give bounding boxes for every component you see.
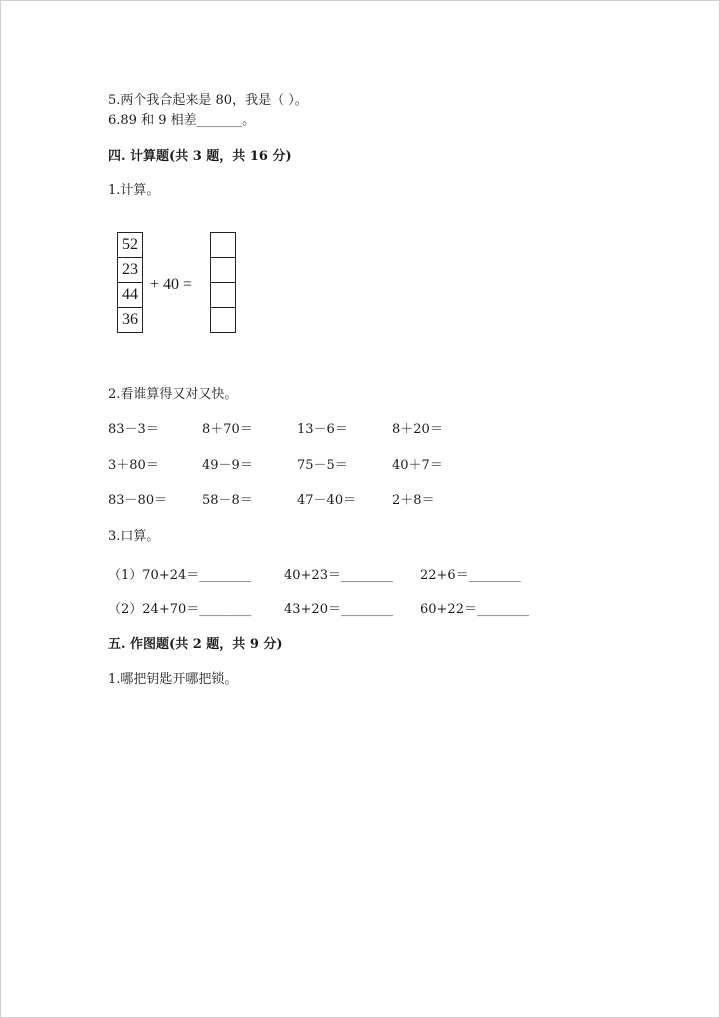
answer-stack xyxy=(210,232,236,333)
arith-item: 13－6＝ xyxy=(297,422,348,437)
section-5-heading: 五. 作图题(共 2 题，共 9 分) xyxy=(108,637,283,652)
oral-calc-item: （1）70+24＝________ xyxy=(108,568,252,583)
arith-item: 40＋7＝ xyxy=(392,458,443,473)
addend-cell: 52 xyxy=(118,233,142,258)
oral-calc-item: （2）24+70＝________ xyxy=(108,602,252,617)
calc-q1-label: 1.计算。 xyxy=(108,183,160,198)
addend-cell: 23 xyxy=(118,258,142,283)
oral-calc-item: 60+22＝________ xyxy=(420,602,529,617)
addend-cell: 36 xyxy=(122,311,138,328)
oral-calc-item: 43+20＝________ xyxy=(284,602,393,617)
arith-item: 8＋70＝ xyxy=(202,422,253,437)
arith-item: 47－40＝ xyxy=(297,493,357,508)
calc-q3-label: 3.口算。 xyxy=(108,529,160,544)
addend-cell: 44 xyxy=(118,283,142,308)
arith-item: 83－80＝ xyxy=(108,493,168,508)
section-4-heading: 四. 计算题(共 3 题，共 16 分) xyxy=(108,149,292,164)
question-6: 6.89 和 9 相差_______。 xyxy=(108,113,256,128)
arith-item: 8＋20＝ xyxy=(392,422,443,437)
answer-box[interactable] xyxy=(211,258,235,283)
arith-item: 75－5＝ xyxy=(297,458,348,473)
arith-item: 2＋8＝ xyxy=(392,493,435,508)
arith-item: 83－3＝ xyxy=(108,422,159,437)
arith-item: 58－8＝ xyxy=(202,493,253,508)
arith-item: 3＋80＝ xyxy=(108,458,159,473)
operation-label: + 40 = xyxy=(150,276,193,293)
oral-calc-item: 40+23＝________ xyxy=(284,568,393,583)
arith-item: 49－9＝ xyxy=(202,458,253,473)
draw-q1-label: 1.哪把钥匙开哪把锁。 xyxy=(108,672,238,687)
calc-q2-label: 2.看谁算得又对又快。 xyxy=(108,387,238,402)
answer-box[interactable] xyxy=(211,283,235,308)
answer-box[interactable] xyxy=(211,233,235,258)
answer-box[interactable] xyxy=(211,308,235,332)
oral-calc-item: 22+6＝________ xyxy=(420,568,521,583)
addend-stack xyxy=(117,232,143,333)
question-5: 5.两个我合起来是 80，我是（ ）。 xyxy=(108,93,308,108)
